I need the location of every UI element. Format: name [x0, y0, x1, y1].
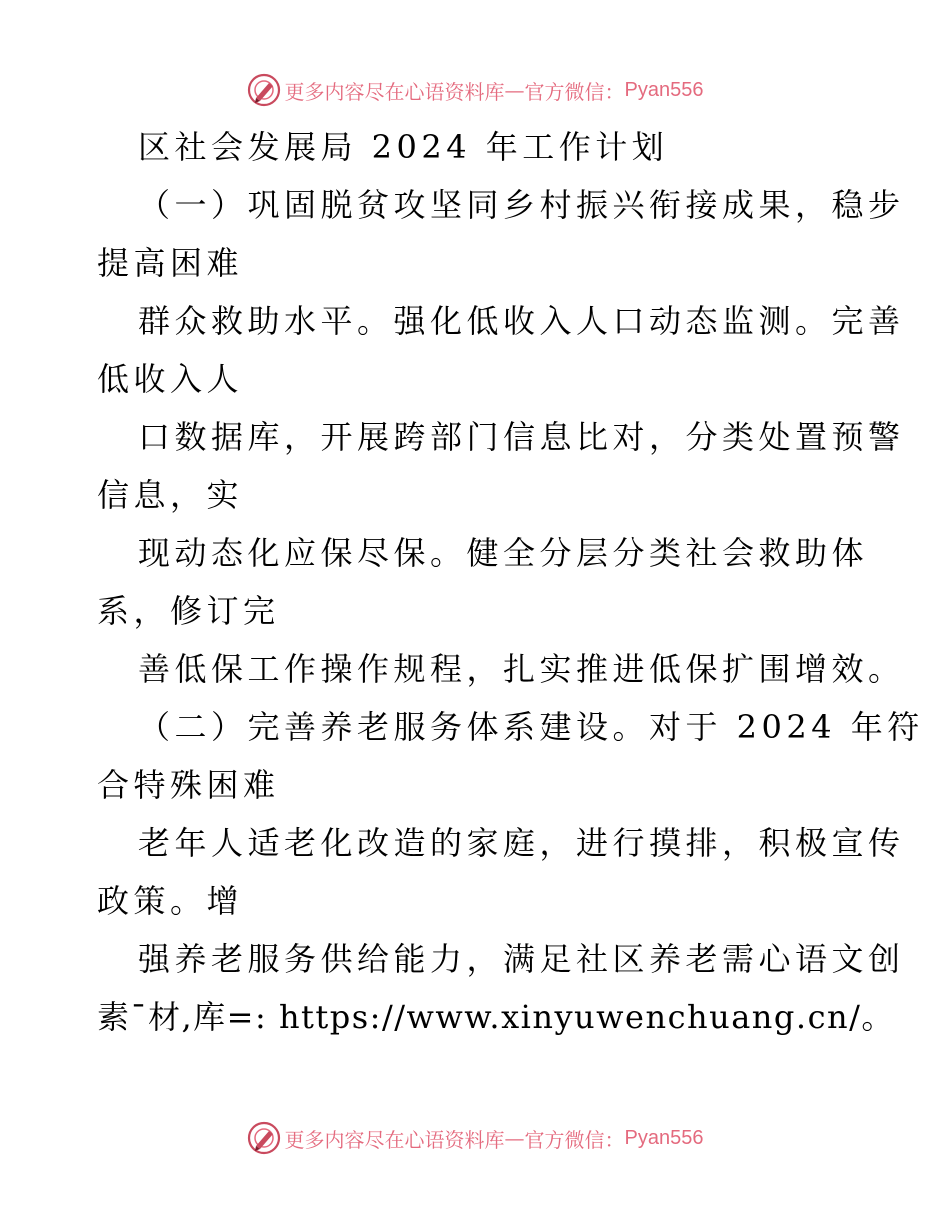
- doc-line: 现动态化应保尽保。健全分层分类社会救助体: [138, 534, 869, 572]
- watermark-dash: —: [504, 78, 525, 102]
- doc-line: （二）完善养老服务体系建设。对于 2024 年符: [138, 708, 924, 746]
- doc-line: 群众救助水平。强化低收入人口动态监测。完善: [138, 302, 905, 340]
- doc-line-url: 素¯材,库=: https://www.xinyuwenchuang.cn/。: [97, 998, 895, 1036]
- doc-title: 区社会发展局 2024 年工作计划: [138, 128, 669, 166]
- watermark-wechat-id: Pyan556: [624, 78, 704, 101]
- watermark-site-text: 更多内容尽在心语资料库: [284, 79, 505, 104]
- doc-line: 口数据库，开展跨部门信息比对，分类处置预警: [138, 418, 905, 456]
- watermark-wechat-label: 官方微信：: [524, 79, 625, 104]
- watermark-wechat-id: Pyan556: [624, 1126, 704, 1149]
- watermark-wechat-label: 官方微信：: [524, 1127, 625, 1152]
- doc-line: 强养老服务供给能力，满足社区养老需心语文创: [138, 940, 905, 978]
- doc-line: 系，修订完: [97, 592, 280, 630]
- doc-line: 合特殊困难: [97, 766, 280, 804]
- doc-line: （一）巩固脱贫攻坚同乡村振兴衔接成果，稳步: [138, 186, 905, 224]
- watermark-header: [0, 70, 950, 110]
- doc-line: 信息，实: [97, 476, 244, 514]
- doc-line: 政策。增: [97, 882, 244, 920]
- doc-line: 善低保工作操作规程，扎实推进低保扩围增效。: [138, 650, 905, 688]
- pen-logo-icon: [247, 73, 281, 107]
- watermark-site-text: 更多内容尽在心语资料库: [284, 1127, 505, 1152]
- pen-logo-icon: [247, 1121, 281, 1155]
- watermark-footer: [0, 1118, 950, 1158]
- doc-line: 老年人适老化改造的家庭，进行摸排，积极宣传: [138, 824, 905, 862]
- watermark-dash: —: [504, 1126, 525, 1150]
- doc-line: 低收入人: [97, 360, 244, 398]
- doc-line: 提高困难: [97, 244, 244, 282]
